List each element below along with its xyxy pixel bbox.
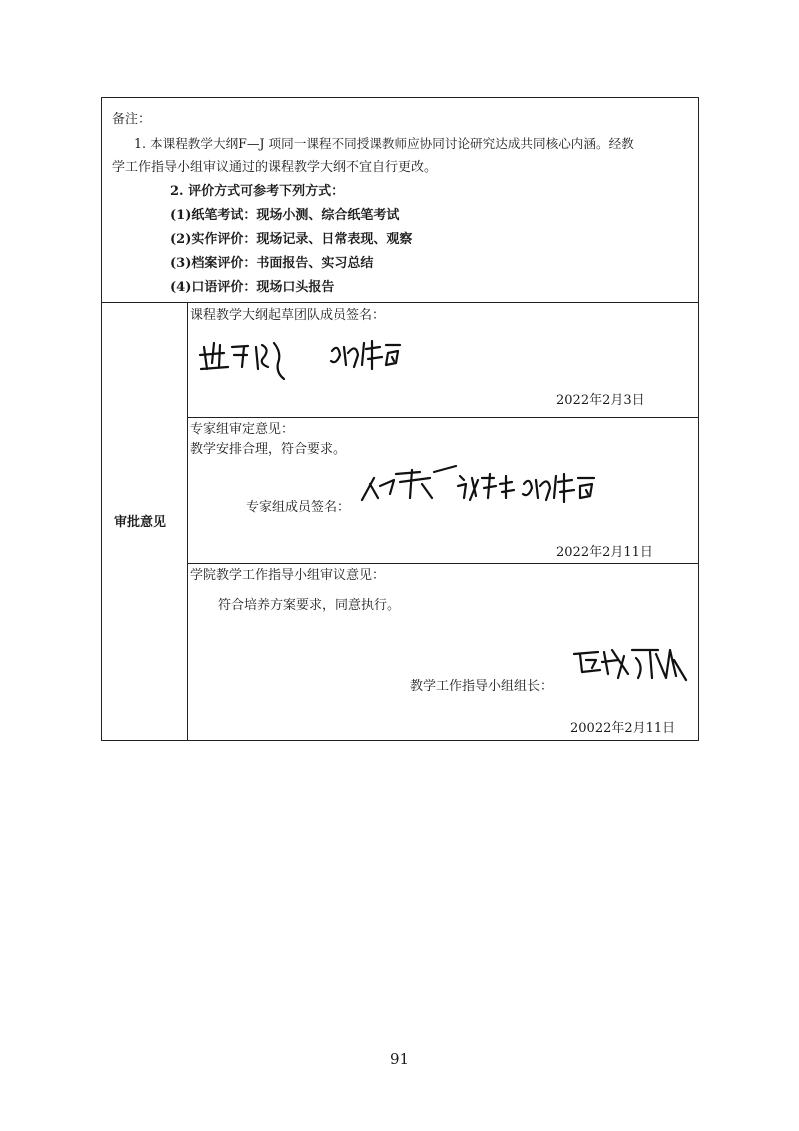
approval-form — [101, 97, 699, 741]
drafting-signature-1 — [198, 333, 293, 383]
notes-line-2: 2. 评价方式可参考下列方式： — [170, 184, 345, 199]
notes-line-1-continued: 学工作指导小组审议通过的课程教学大纲不宜自行更改。 — [112, 160, 438, 175]
expert-signature-1 — [360, 464, 460, 504]
college-sign-label: 教学工作指导小组组长： — [410, 679, 554, 694]
college-leader-signature — [572, 644, 688, 684]
expert-review-opinion: 教学安排合理，符合要求。 — [190, 442, 347, 457]
evaluation-method-2: (2)实作评价：现场记录、日常表现、观察 — [170, 232, 413, 247]
approval-label: 审批意见 — [114, 515, 167, 530]
expert-review-date: 2022年2月11日 — [556, 545, 653, 560]
drafting-date: 2022年2月3日 — [556, 393, 645, 408]
drafting-signature-2 — [328, 333, 408, 373]
notes-line-1: 1. 本课程教学大纲F—J 项同一课程不同授课教师应协同讨论研究达成共同核心内涵。经教 — [134, 136, 634, 151]
notes-section — [102, 98, 698, 303]
college-review-opinion: 符合培养方案要求，同意执行。 — [218, 598, 401, 613]
evaluation-method-3: (3)档案评价：书面报告、实习总结 — [170, 256, 374, 271]
expert-sign-label: 专家组成员签名： — [246, 500, 351, 515]
college-review-heading: 学院教学工作指导小组审议意见： — [190, 568, 386, 583]
evaluation-method-4: (4)口语评价：现场口头报告 — [170, 280, 335, 295]
drafting-team-heading: 课程教学大纲起草团队成员签名： — [190, 308, 386, 323]
expert-signature-2 — [456, 470, 516, 502]
drafting-team-section — [188, 303, 698, 418]
college-review-date: 20022年2月11日 — [570, 721, 676, 736]
college-review-section — [188, 564, 698, 740]
expert-review-section — [188, 418, 698, 564]
expert-signature-3 — [520, 466, 602, 504]
page-number: 91 — [389, 1050, 410, 1068]
evaluation-method-1: (1)纸笔考试：现场小测、综合纸笔考试 — [170, 208, 400, 223]
approval-label-column — [102, 303, 188, 740]
expert-review-heading: 专家组审定意见： — [190, 422, 295, 437]
notes-title: 备注： — [112, 112, 152, 127]
